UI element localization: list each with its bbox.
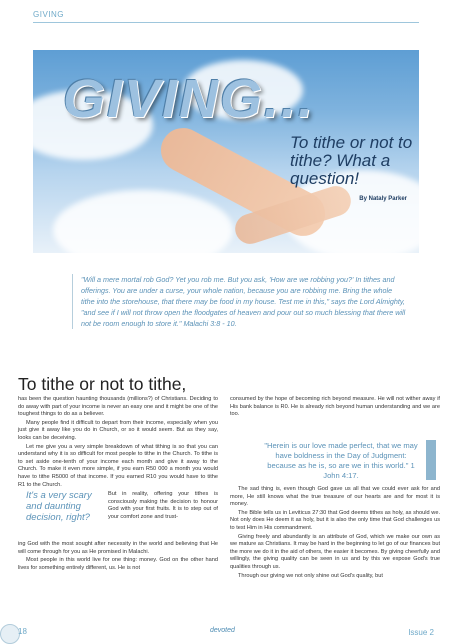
paragraph: The sad thing is, even though God gave us all that we could ever ask for and more, He still knows what the true treasure of our hearts are and for most it is money. — [230, 486, 440, 508]
page-number: 18 — [18, 627, 27, 636]
paragraph: has been the question haunting thousands (millions?) of Christians. Deciding to do away with part of your income is never an easy one and it might be one of the toughest things to do as a believer. — [18, 396, 218, 418]
hero-image — [33, 50, 419, 253]
cloud — [53, 190, 233, 253]
paragraph: Most people in this world live for one thing: money. God on the other hand lives for something entirely different, us. He is not — [18, 557, 218, 571]
paragraph: Let me give you a very simple breakdown of what tithing is so that you can understand why it is so difficult for most people to tithe in the Church. To tithe is to set aside one-tenth of your income each month and give it away to the Church. To make it even more simple, if you earn R50 000 a month you would have to tithe R5000 of that income. If you earned R10 you would have to tithe R1 to the Church. — [18, 443, 218, 488]
article-column-right-bottom — [230, 486, 440, 581]
hero-title: GIVING... — [63, 69, 316, 129]
pullquote-accent-bar — [426, 440, 436, 480]
pullquote-left: It's a very scary and daunting decision, right? — [26, 490, 92, 523]
byline: By Nataly Parker — [359, 196, 407, 202]
paragraph: Many people find it difficult to depart from their income, especially when you just give it away like you do in Church, or so it would seem. But as they say, looks can be deceiving. — [18, 419, 218, 441]
page-footer — [0, 622, 452, 640]
article-heading: To tithe or not to tithe, — [18, 374, 187, 394]
article-column-left-bottom — [18, 541, 218, 573]
article-column-right — [230, 396, 440, 420]
paragraph: consumed by the hope of becoming rich beyond measure. He will not wither away if His bank balance is R0. He is already rich beyond human understanding and we are too. — [230, 396, 440, 418]
brand-logo: devoted — [210, 627, 235, 634]
article-column-left-inset — [108, 491, 218, 522]
pullquote-right: "Herein is our love made perfect, that we may have boldness in the Day of Judgment: because as he is, so are we in this world." 1 John 4:17. — [264, 441, 418, 480]
section-divider — [33, 22, 419, 23]
section-tag: GIVING — [33, 10, 65, 19]
paragraph: ing God with the most sought after necessity in the world and believing that He will come through for you as He promised in Malachi. — [18, 541, 218, 555]
article-column-left — [18, 396, 218, 490]
scripture-quote: "Will a mere mortal rob God? Yet you rob me. But you ask, 'How are we robbing you?' In tithes and offerings. You are under a curse, your whole nation, because you are robbing me. Bring the whole tithe into the storehouse, that there may be food in my house. Test me in this," says the Lord Almighty, "and see if I will not throw open the floodgates of heaven and pour out so much blessing that there will not be room enough to store it." Malachi 3:8 - 10. — [72, 274, 407, 329]
hero-subtitle: To tithe or not to tithe? What a question! — [290, 133, 413, 188]
corner-circle-icon — [0, 624, 20, 644]
paragraph: The Bible tells us in Leviticus 27:30 that God deems tithes as holy, as should we. Not only does He deem it as holy, but it is also the only time that God challenges us to test Him in His commandment. — [230, 509, 440, 531]
paragraph: Through our giving we not only shine out God's quality, but — [238, 572, 383, 579]
paragraph: But in reality, offering your tithes is consciously making the decision to honour God with your first fruits. It is to step out of your comfort zone and trust- — [108, 491, 218, 520]
paragraph: Giving freely and abundantly is an attribute of God, which we make our own as we mature as Christians. It may be hard in the beginning to let go of our finances but the more we do it in the aid of others, the easier it becomes. By giving cheerfully and willingly, the giving quality can be seen in us and by this we expose God's true qualities through us. — [230, 533, 440, 570]
issue-label: Issue 2 — [408, 628, 434, 637]
